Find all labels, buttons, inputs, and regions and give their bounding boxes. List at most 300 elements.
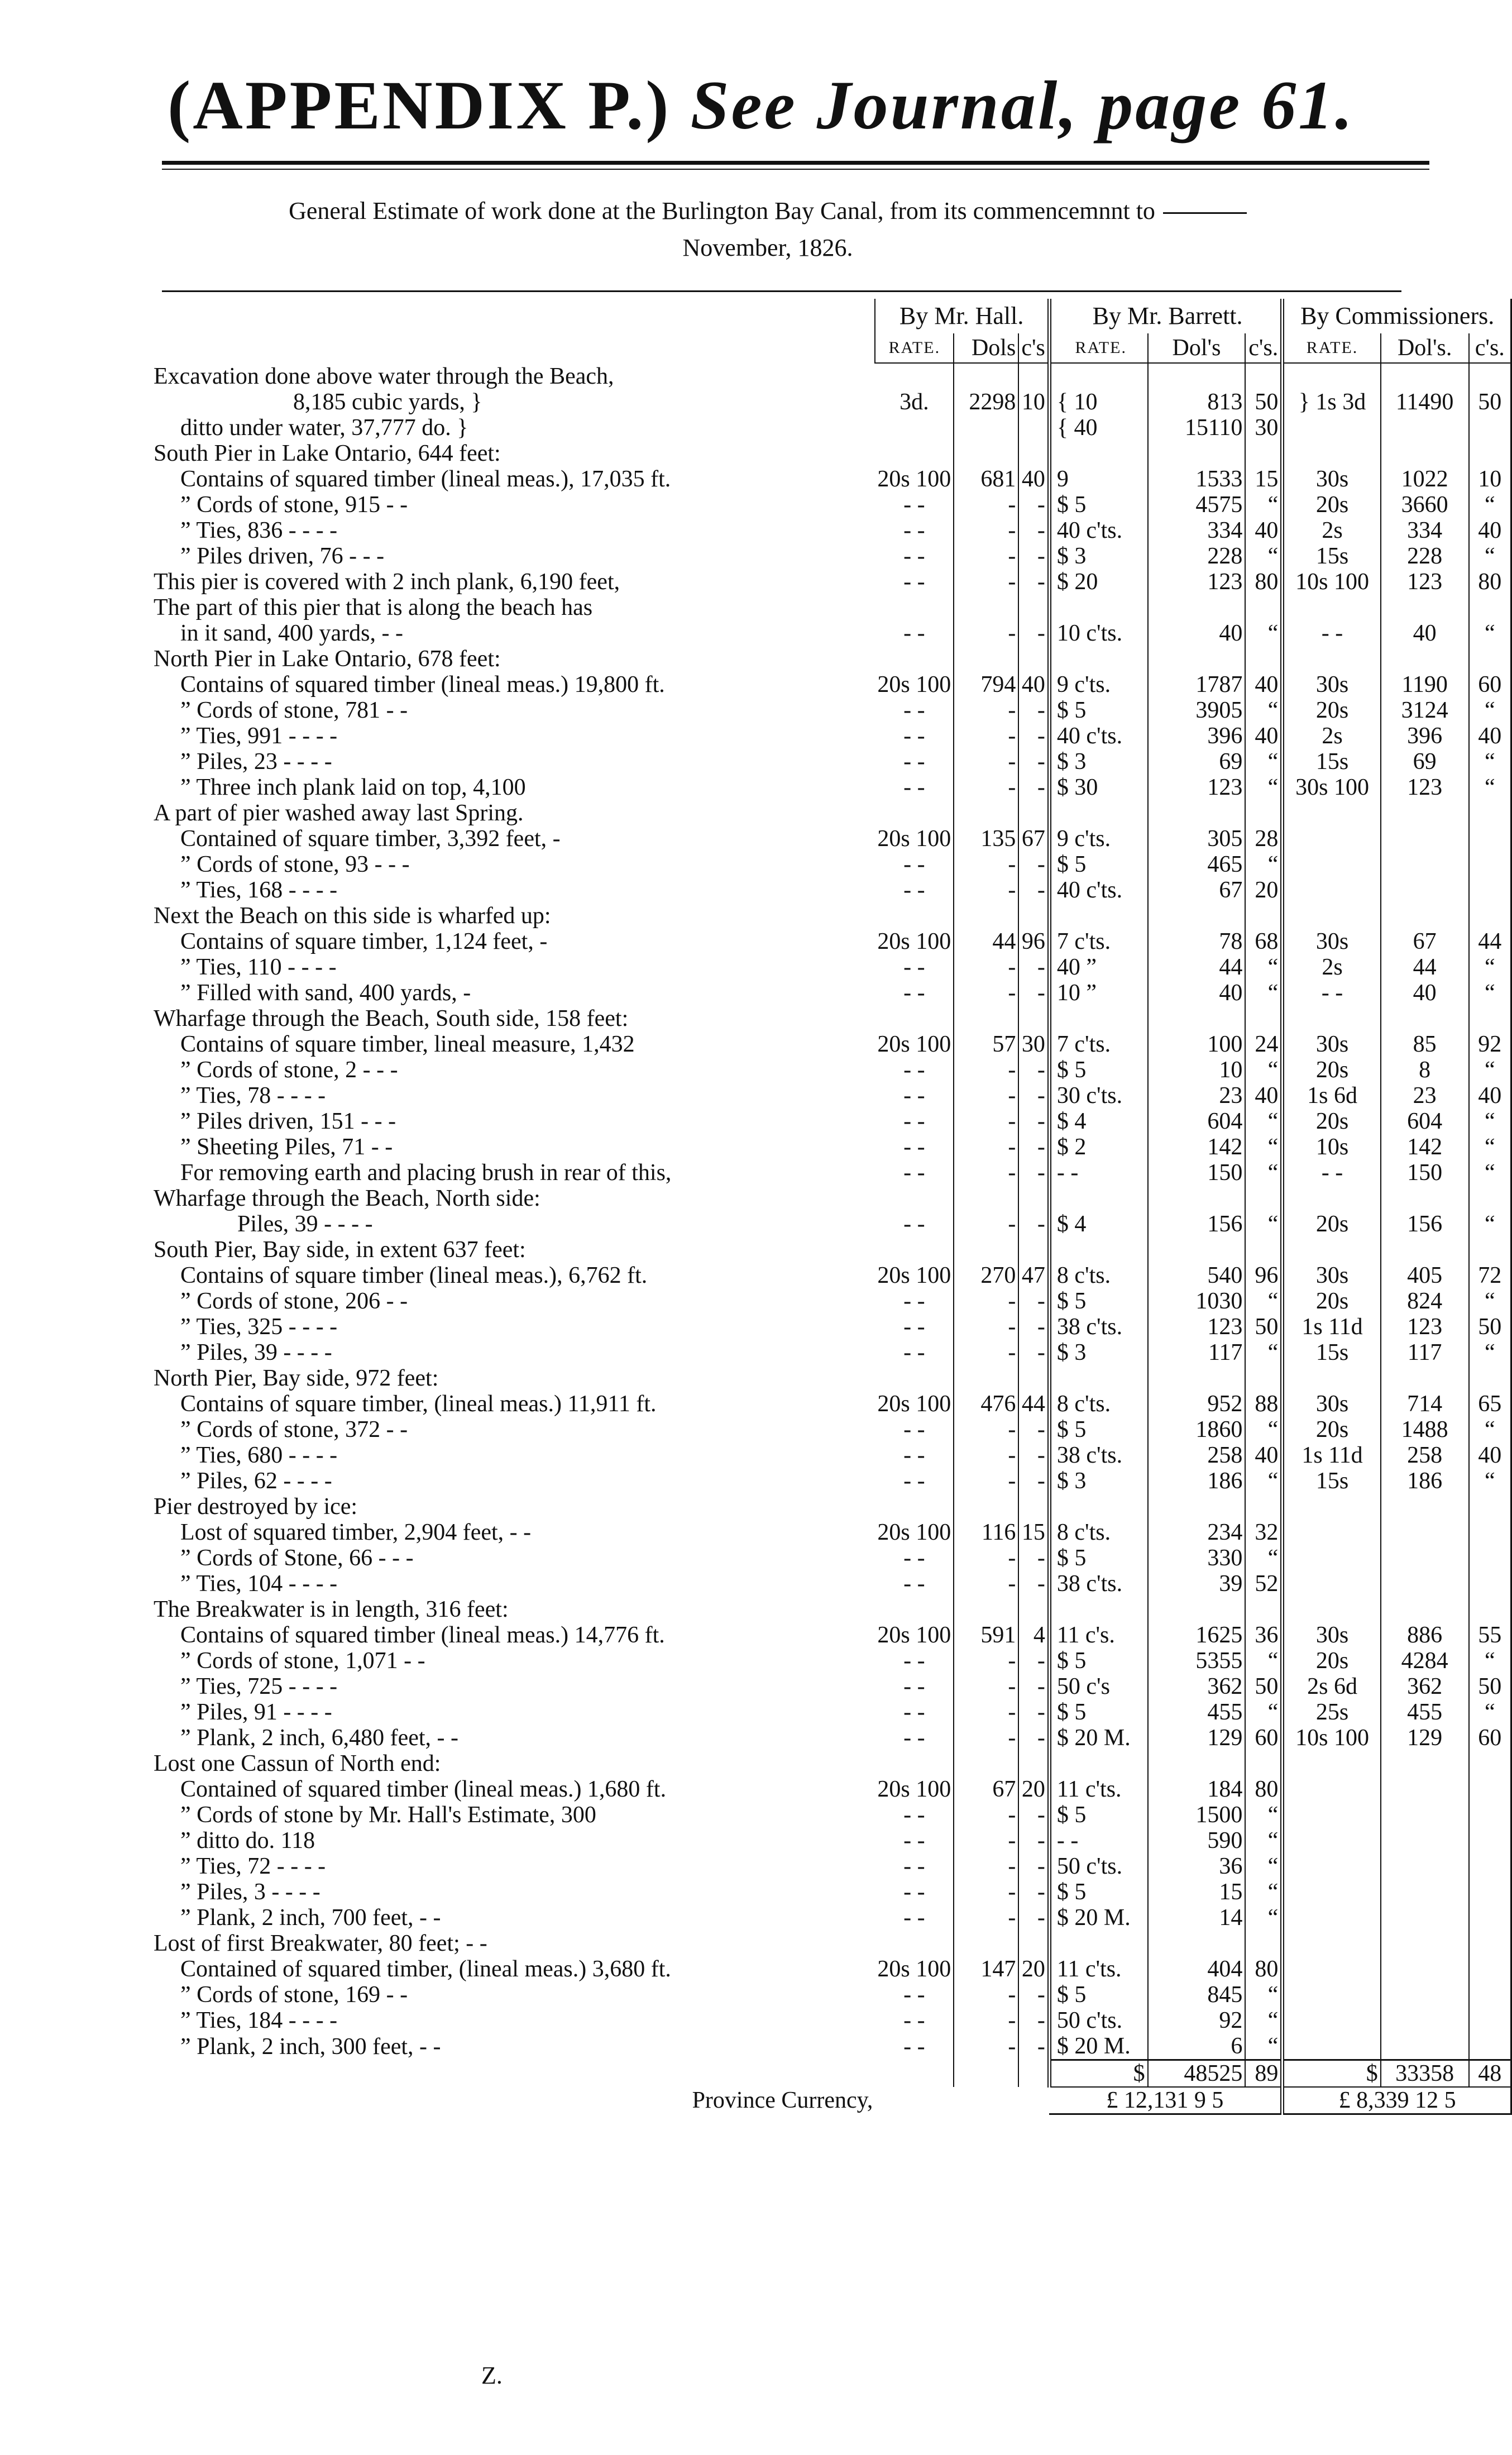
cell-cts-comm: [1469, 1776, 1511, 1802]
cell-rate-comm: [1283, 852, 1381, 877]
cell-rate-hall: - -: [903, 1443, 925, 1468]
cell-rate-comm: 2s: [1322, 723, 1343, 749]
table-row: [154, 441, 1511, 466]
cell-cts-barrett: [1245, 1186, 1282, 1211]
table-row: [154, 1571, 1511, 1597]
cell-rate-comm: [1283, 826, 1381, 852]
cell-dols-comm: [1381, 363, 1469, 389]
cell-cts-barrett: 24: [1245, 1031, 1282, 1057]
subtitle: [201, 193, 1334, 266]
cell-dols-hall: -: [954, 698, 1018, 723]
cell-cts-hall: -: [1018, 543, 1049, 569]
cell-dols-barrett: 186: [1148, 1468, 1246, 1494]
cell-rate-comm: 30s: [1315, 1622, 1349, 1648]
cell-rate-hall: 20s 100: [877, 466, 951, 492]
cell-dols-barrett: [1148, 1237, 1246, 1263]
cell-cts-hall: 96: [1018, 929, 1049, 954]
cell-cts-barrett: 96: [1245, 1263, 1282, 1288]
cell-cts-comm: [1469, 1879, 1511, 1905]
cell-rate-barrett: 40 c'ts.: [1056, 518, 1123, 543]
cell-rate-comm: 30s: [1315, 929, 1349, 954]
cell-dols-barrett: 5355: [1148, 1648, 1246, 1674]
cell-cts-comm: 72: [1469, 1263, 1511, 1288]
cell-rate-comm: [1283, 1982, 1381, 2008]
table-row: [154, 672, 1511, 698]
cell-rate-comm: 30s: [1315, 466, 1349, 492]
cell-dols-barrett: 6: [1148, 2033, 1246, 2060]
cell-cts-hall: [1018, 1006, 1049, 1031]
cell-rate-comm: [1283, 1879, 1381, 1905]
cell-dols-comm: [1381, 595, 1469, 620]
cell-cts-comm: “: [1469, 1211, 1511, 1237]
cell-cts-hall: 67: [1018, 826, 1049, 852]
table-row: [154, 569, 1511, 595]
cell-rate-hall: [875, 1186, 954, 1211]
cell-cts-comm: [1469, 826, 1511, 852]
row-description: ditto under water, 37,777 do. }: [180, 415, 468, 441]
cell-dols-hall: -: [954, 877, 1018, 903]
cell-cts-barrett: 40: [1245, 672, 1282, 698]
cell-dols-comm: 123: [1381, 775, 1469, 800]
cell-rate-hall: [875, 415, 954, 441]
cell-rate-comm: 15s: [1315, 1468, 1349, 1494]
cell-dols-barrett: 330: [1148, 1545, 1246, 1571]
cell-cts-barrett: [1245, 800, 1282, 826]
cell-rate-comm: 1s 11d: [1302, 1314, 1363, 1340]
cell-rate-hall: - -: [903, 1340, 925, 1365]
cell-rate-comm: 10s: [1315, 1134, 1349, 1160]
cell-rate-comm: [1283, 1237, 1381, 1263]
cell-dols-comm: 886: [1381, 1622, 1469, 1648]
cell-rate-hall: 20s 100: [877, 672, 951, 698]
cell-cts-hall: -: [1018, 1545, 1049, 1571]
cell-dols-hall: -: [954, 1288, 1018, 1314]
cell-cts-comm: [1469, 1006, 1511, 1031]
cell-cts-comm: 10: [1469, 466, 1511, 492]
table-row: [154, 1468, 1511, 1494]
table-row: [154, 1109, 1511, 1134]
cell-dols-hall: [954, 646, 1018, 672]
cell-cts-hall: -: [1018, 1802, 1049, 1828]
cell-rate-hall: 20s 100: [877, 826, 951, 852]
cell-rate-hall: 20s 100: [877, 1391, 951, 1417]
cell-rate-barrett: $ 3: [1056, 749, 1087, 775]
cell-dols-barrett: 184: [1148, 1776, 1246, 1802]
cell-cts-hall: -: [1018, 775, 1049, 800]
table-row: [154, 826, 1511, 852]
caption-dols-comm: Dol's.: [1381, 333, 1469, 363]
cell-dols-comm: [1381, 1571, 1469, 1597]
cell-cts-hall: -: [1018, 2008, 1049, 2033]
cell-cts-hall: [1018, 415, 1049, 441]
cell-rate-comm: 15s: [1315, 749, 1349, 775]
estimate-table: [154, 299, 1512, 2115]
cell-rate-hall: - -: [903, 1854, 925, 1879]
row-description: Next the Beach on this side is wharfed up:: [154, 903, 551, 929]
cell-rate-hall: - -: [903, 980, 925, 1006]
row-description: ” Plank, 2 inch, 700 feet, - -: [180, 1905, 441, 1931]
cell-cts-barrett: “: [1245, 2033, 1282, 2060]
cell-dols-comm: 334: [1381, 518, 1469, 543]
header-by-barrett: By Mr. Barrett.: [1049, 299, 1282, 333]
header-by-commissioners: By Commissioners.: [1283, 299, 1511, 333]
cell-rate-barrett: 38 c'ts.: [1056, 1314, 1123, 1340]
cell-rate-comm: 20s: [1315, 1211, 1349, 1237]
cell-dols-barrett: 258: [1148, 1443, 1246, 1468]
cell-dols-barrett: 39: [1148, 1571, 1246, 1597]
cell-cts-barrett: 40: [1245, 1083, 1282, 1109]
cell-dols-hall: -: [954, 543, 1018, 569]
cell-cts-comm: [1469, 415, 1511, 441]
cell-rate-comm: 15s: [1315, 543, 1349, 569]
cell-dols-hall: [954, 415, 1018, 441]
cell-cts-comm: [1469, 646, 1511, 672]
cell-rate-comm: 1s 6d: [1307, 1083, 1357, 1109]
cell-cts-hall: -: [1018, 2033, 1049, 2060]
cell-dols-hall: [954, 800, 1018, 826]
cell-cts-barrett: 28: [1245, 826, 1282, 852]
row-description: The part of this pier that is along the beach has: [154, 595, 593, 620]
cell-cts-comm: 50: [1469, 389, 1511, 415]
row-description: ” Cords of Stone, 66 - - -: [180, 1545, 414, 1571]
cell-dols-barrett: 156: [1148, 1211, 1246, 1237]
cell-dols-hall: [954, 1186, 1018, 1211]
cell-rate-comm: 20s: [1315, 1109, 1349, 1134]
table-row: [154, 1725, 1511, 1751]
cell-rate-comm: - -: [1321, 980, 1343, 1006]
cell-dols-hall: [954, 1931, 1018, 1956]
row-description: ” Piles driven, 151 - - -: [180, 1109, 396, 1134]
cell-cts-barrett: [1245, 1931, 1282, 1956]
table-row: [154, 2033, 1511, 2060]
cell-cts-comm: “: [1469, 543, 1511, 569]
row-description: ” Ties, 110 - - - -: [180, 954, 337, 980]
row-description: ” Piles, 39 - - - -: [180, 1340, 332, 1365]
cell-rate-barrett: 9 c'ts.: [1056, 672, 1111, 698]
cell-cts-comm: “: [1469, 1468, 1511, 1494]
cell-rate-comm: [1283, 1365, 1381, 1391]
journal-reference: See Journal, page 61.: [690, 67, 1355, 144]
cell-rate-barrett: $ 5: [1056, 492, 1087, 518]
cell-dols-hall: -: [954, 749, 1018, 775]
table-row: [154, 1031, 1511, 1057]
cell-dols-barrett: 604: [1148, 1109, 1246, 1134]
cell-cts-barrett: “: [1245, 1134, 1282, 1160]
cell-dols-hall: [954, 1494, 1018, 1520]
cell-cts-comm: [1469, 1520, 1511, 1545]
cell-rate-barrett: 7 c'ts.: [1056, 929, 1111, 954]
cell-cts-barrett: 40: [1245, 518, 1282, 543]
cell-cts-comm: “: [1469, 1057, 1511, 1083]
cell-dols-comm: 455: [1381, 1699, 1469, 1725]
cell-dols-hall: [954, 1237, 1018, 1263]
cell-dols-barrett: 228: [1148, 543, 1246, 569]
cell-rate-comm: [1283, 1545, 1381, 1571]
cell-dols-barrett: 10: [1148, 1057, 1246, 1083]
row-description: Wharfage through the Beach, North side:: [154, 1186, 540, 1211]
cell-dols-comm: 1022: [1381, 466, 1469, 492]
table-row: [154, 1237, 1511, 1263]
cell-cts-comm: [1469, 1237, 1511, 1263]
cell-rate-hall: [875, 1751, 954, 1776]
table-row: [154, 800, 1511, 826]
cell-dols-barrett: 117: [1148, 1340, 1246, 1365]
cell-cts-hall: [1018, 1597, 1049, 1622]
table-row: [154, 1340, 1511, 1365]
row-description: South Pier, Bay side, in extent 637 feet:: [154, 1237, 526, 1263]
cell-dols-hall: -: [954, 1109, 1018, 1134]
cell-rate-hall: - -: [903, 1802, 925, 1828]
cell-cts-barrett: 50: [1245, 1314, 1282, 1340]
cell-dols-barrett: 465: [1148, 852, 1246, 877]
cell-dols-barrett: [1148, 1006, 1246, 1031]
cell-cts-barrett: 50: [1245, 389, 1282, 415]
province-barrett-value: £ 12,131 9 5: [1049, 2087, 1282, 2114]
table-row: [154, 1365, 1511, 1391]
cell-rate-hall: - -: [903, 954, 925, 980]
table-row: [154, 1314, 1511, 1340]
cell-cts-barrett: [1245, 595, 1282, 620]
row-description: ” ditto do. 118: [180, 1828, 315, 1854]
caption-cts-hall: c's: [1018, 333, 1049, 363]
cell-dols-comm: 186: [1381, 1468, 1469, 1494]
cell-dols-hall: -: [954, 852, 1018, 877]
cell-cts-barrett: 15: [1245, 466, 1282, 492]
cell-dols-hall: 44: [954, 929, 1018, 954]
cell-cts-comm: [1469, 800, 1511, 826]
cell-dols-hall: -: [954, 1057, 1018, 1083]
cell-cts-comm: [1469, 1931, 1511, 1956]
cell-cts-barrett: [1245, 441, 1282, 466]
table-row: [154, 1083, 1511, 1109]
cell-cts-barrett: “: [1245, 1905, 1282, 1931]
cell-cts-barrett: “: [1245, 1802, 1282, 1828]
cell-rate-barrett: $ 4: [1056, 1109, 1087, 1134]
cell-cts-comm: [1469, 2008, 1511, 2033]
cell-cts-hall: -: [1018, 1109, 1049, 1134]
row-description: Contained of squared timber (lineal meas.) 1,680 ft.: [180, 1776, 667, 1802]
cell-rate-comm: - -: [1321, 1160, 1343, 1186]
table-row: [154, 389, 1511, 415]
cell-cts-comm: “: [1469, 1160, 1511, 1186]
cell-cts-hall: -: [1018, 1160, 1049, 1186]
cell-rate-barrett: $ 5: [1056, 1057, 1087, 1083]
cell-dols-comm: [1381, 1802, 1469, 1828]
row-description: Contains of square timber, (lineal meas.) 11,911 ft.: [180, 1391, 657, 1417]
cell-cts-hall: [1018, 441, 1049, 466]
table-row: [154, 1648, 1511, 1674]
cell-dols-comm: 714: [1381, 1391, 1469, 1417]
cell-cts-hall: -: [1018, 1828, 1049, 1854]
row-description: ” Cords of stone, 2 - - -: [180, 1057, 398, 1083]
cell-dols-hall: -: [954, 1648, 1018, 1674]
cell-rate-barrett: 38 c'ts.: [1056, 1571, 1123, 1597]
table-top-rule: [162, 290, 1401, 292]
caption-dols-barrett: Dol's: [1148, 333, 1246, 363]
cell-rate-comm: [1283, 1751, 1381, 1776]
cell-dols-barrett: 3905: [1148, 698, 1246, 723]
cell-dols-comm: [1381, 877, 1469, 903]
cell-cts-hall: -: [1018, 1648, 1049, 1674]
cell-dols-barrett: 1625: [1148, 1622, 1246, 1648]
cell-cts-comm: “: [1469, 1134, 1511, 1160]
cell-rate-comm: 25s: [1315, 1699, 1349, 1725]
cell-cts-barrett: 80: [1245, 1956, 1282, 1982]
cell-cts-comm: “: [1469, 980, 1511, 1006]
table-row: [154, 492, 1511, 518]
row-description: Excavation done above water through the Beach,: [154, 363, 614, 389]
row-description: A part of pier washed away last Spring.: [154, 800, 524, 826]
cell-rate-hall: - -: [903, 1083, 925, 1109]
row-description: Pier destroyed by ice:: [154, 1494, 358, 1520]
cell-dols-comm: [1381, 1854, 1469, 1879]
cell-rate-hall: - -: [903, 1545, 925, 1571]
cell-dols-barrett: 404: [1148, 1956, 1246, 1982]
cell-dols-barrett: [1148, 595, 1246, 620]
cell-dols-barrett: 952: [1148, 1391, 1246, 1417]
caption-cts-barrett: c's.: [1245, 333, 1282, 363]
cell-dols-hall: -: [954, 620, 1018, 646]
cell-dols-hall: 591: [954, 1622, 1018, 1648]
cell-dols-barrett: [1148, 646, 1246, 672]
row-description: ” Cords of stone, 781 - -: [180, 698, 408, 723]
cell-rate-hall: [875, 363, 954, 389]
cell-dols-hall: -: [954, 1340, 1018, 1365]
cell-dols-hall: [954, 1751, 1018, 1776]
cell-dols-hall: -: [954, 723, 1018, 749]
cell-dols-barrett: 92: [1148, 2008, 1246, 2033]
cell-rate-barrett: $ 2: [1056, 1134, 1087, 1160]
cell-rate-barrett: [1049, 595, 1147, 620]
table-row: [154, 1982, 1511, 2008]
cell-cts-hall: -: [1018, 1571, 1049, 1597]
table-row: [154, 1417, 1511, 1443]
cell-dols-barrett: [1148, 800, 1246, 826]
table-row: [154, 1186, 1511, 1211]
cell-rate-comm: [1283, 1828, 1381, 1854]
cell-dols-comm: 156: [1381, 1211, 1469, 1237]
cell-cts-comm: 80: [1469, 569, 1511, 595]
cell-rate-hall: - -: [903, 620, 925, 646]
cell-rate-barrett: $ 5: [1056, 1699, 1087, 1725]
cell-rate-barrett: [1049, 1006, 1147, 1031]
cell-cts-hall: [1018, 903, 1049, 929]
cell-dols-comm: [1381, 1237, 1469, 1263]
row-description: Contains of square timber, lineal measure, 1,432: [180, 1031, 635, 1057]
cell-rate-barrett: [1049, 1186, 1147, 1211]
cell-rate-hall: - -: [903, 1905, 925, 1931]
appendix-label: (APPENDIX P.): [168, 67, 671, 144]
cell-rate-comm: [1283, 646, 1381, 672]
cell-rate-hall: [875, 1494, 954, 1520]
cell-rate-hall: - -: [903, 1674, 925, 1699]
cell-rate-barrett: [1049, 1365, 1147, 1391]
cell-cts-hall: [1018, 1365, 1049, 1391]
cell-cts-comm: 60: [1469, 1725, 1511, 1751]
cell-cts-hall: -: [1018, 954, 1049, 980]
cell-rate-comm: 10s 100: [1295, 569, 1369, 595]
cell-cts-barrett: “: [1245, 1160, 1282, 1186]
cell-rate-hall: 20s 100: [877, 1520, 951, 1545]
cell-dols-barrett: 123: [1148, 775, 1246, 800]
row-description: ” Cords of stone, 915 - -: [180, 492, 408, 518]
cell-dols-hall: 147: [954, 1956, 1018, 1982]
cell-cts-hall: 15: [1018, 1520, 1049, 1545]
cell-cts-hall: 40: [1018, 466, 1049, 492]
cell-dols-hall: 67: [954, 1776, 1018, 1802]
cell-cts-comm: “: [1469, 620, 1511, 646]
cell-cts-barrett: [1245, 903, 1282, 929]
row-description: ” Filled with sand, 400 yards, -: [180, 980, 471, 1006]
table-row: [154, 929, 1511, 954]
cell-rate-comm: [1283, 1802, 1381, 1828]
row-description: Contained of squared timber, (lineal meas.) 3,680 ft.: [180, 1956, 671, 1982]
cell-cts-comm: [1469, 1854, 1511, 1879]
cell-cts-barrett: 50: [1245, 1674, 1282, 1699]
cell-dols-comm: [1381, 903, 1469, 929]
cell-rate-barrett: $ 5: [1056, 1802, 1087, 1828]
cell-cts-comm: [1469, 363, 1511, 389]
cell-rate-barrett: $ 3: [1056, 1468, 1087, 1494]
cell-dols-comm: [1381, 1879, 1469, 1905]
table-row: [154, 1443, 1511, 1468]
cell-dols-barrett: 4575: [1148, 492, 1246, 518]
cell-dols-hall: -: [954, 980, 1018, 1006]
cell-cts-comm: [1469, 852, 1511, 877]
cell-dols-hall: -: [954, 1134, 1018, 1160]
cell-rate-hall: 20s 100: [877, 1263, 951, 1288]
cell-cts-hall: [1018, 1237, 1049, 1263]
cell-cts-hall: -: [1018, 1134, 1049, 1160]
row-description: ” Ties, 325 - - - -: [180, 1314, 338, 1340]
cell-rate-comm: [1283, 1494, 1381, 1520]
province-currency-row: [154, 2087, 1511, 2114]
province-comm-value: £ 8,339 12 5: [1283, 2087, 1511, 2114]
cell-dols-barrett: 123: [1148, 1314, 1246, 1340]
cell-dols-barrett: 15: [1148, 1879, 1246, 1905]
table-row: [154, 1905, 1511, 1931]
cell-cts-barrett: “: [1245, 2008, 1282, 2033]
cell-dols-comm: [1381, 2008, 1469, 2033]
cell-rate-comm: 2s: [1322, 518, 1343, 543]
cell-dols-comm: [1381, 1776, 1469, 1802]
table-row: [154, 363, 1511, 389]
cell-dols-hall: -: [954, 1674, 1018, 1699]
cell-rate-hall: [875, 1006, 954, 1031]
caption-rate-comm: RATE.: [1283, 333, 1381, 363]
cell-rate-hall: - -: [903, 1211, 925, 1237]
row-description: ” Three inch plank laid on top, 4,100: [180, 775, 526, 800]
cell-dols-barrett: 396: [1148, 723, 1246, 749]
cell-cts-comm: [1469, 595, 1511, 620]
cell-rate-barrett: [1049, 1597, 1147, 1622]
cell-dols-hall: 270: [954, 1263, 1018, 1288]
cell-dols-barrett: 1860: [1148, 1417, 1246, 1443]
cell-rate-comm: 30s: [1315, 672, 1349, 698]
cell-rate-hall: - -: [903, 723, 925, 749]
cell-rate-barrett: $ 5: [1056, 1417, 1087, 1443]
row-description: Lost of first Breakwater, 80 feet; - -: [154, 1931, 487, 1956]
column-caption-row: [154, 333, 1511, 363]
cell-rate-comm: 20s: [1315, 1288, 1349, 1314]
cell-cts-hall: -: [1018, 1057, 1049, 1083]
cell-rate-comm: [1283, 595, 1381, 620]
table-row: [154, 1288, 1511, 1314]
cell-rate-hall: - -: [903, 877, 925, 903]
cell-dols-hall: -: [954, 1828, 1018, 1854]
cell-dols-barrett: 40: [1148, 620, 1246, 646]
cell-dols-comm: 405: [1381, 1263, 1469, 1288]
